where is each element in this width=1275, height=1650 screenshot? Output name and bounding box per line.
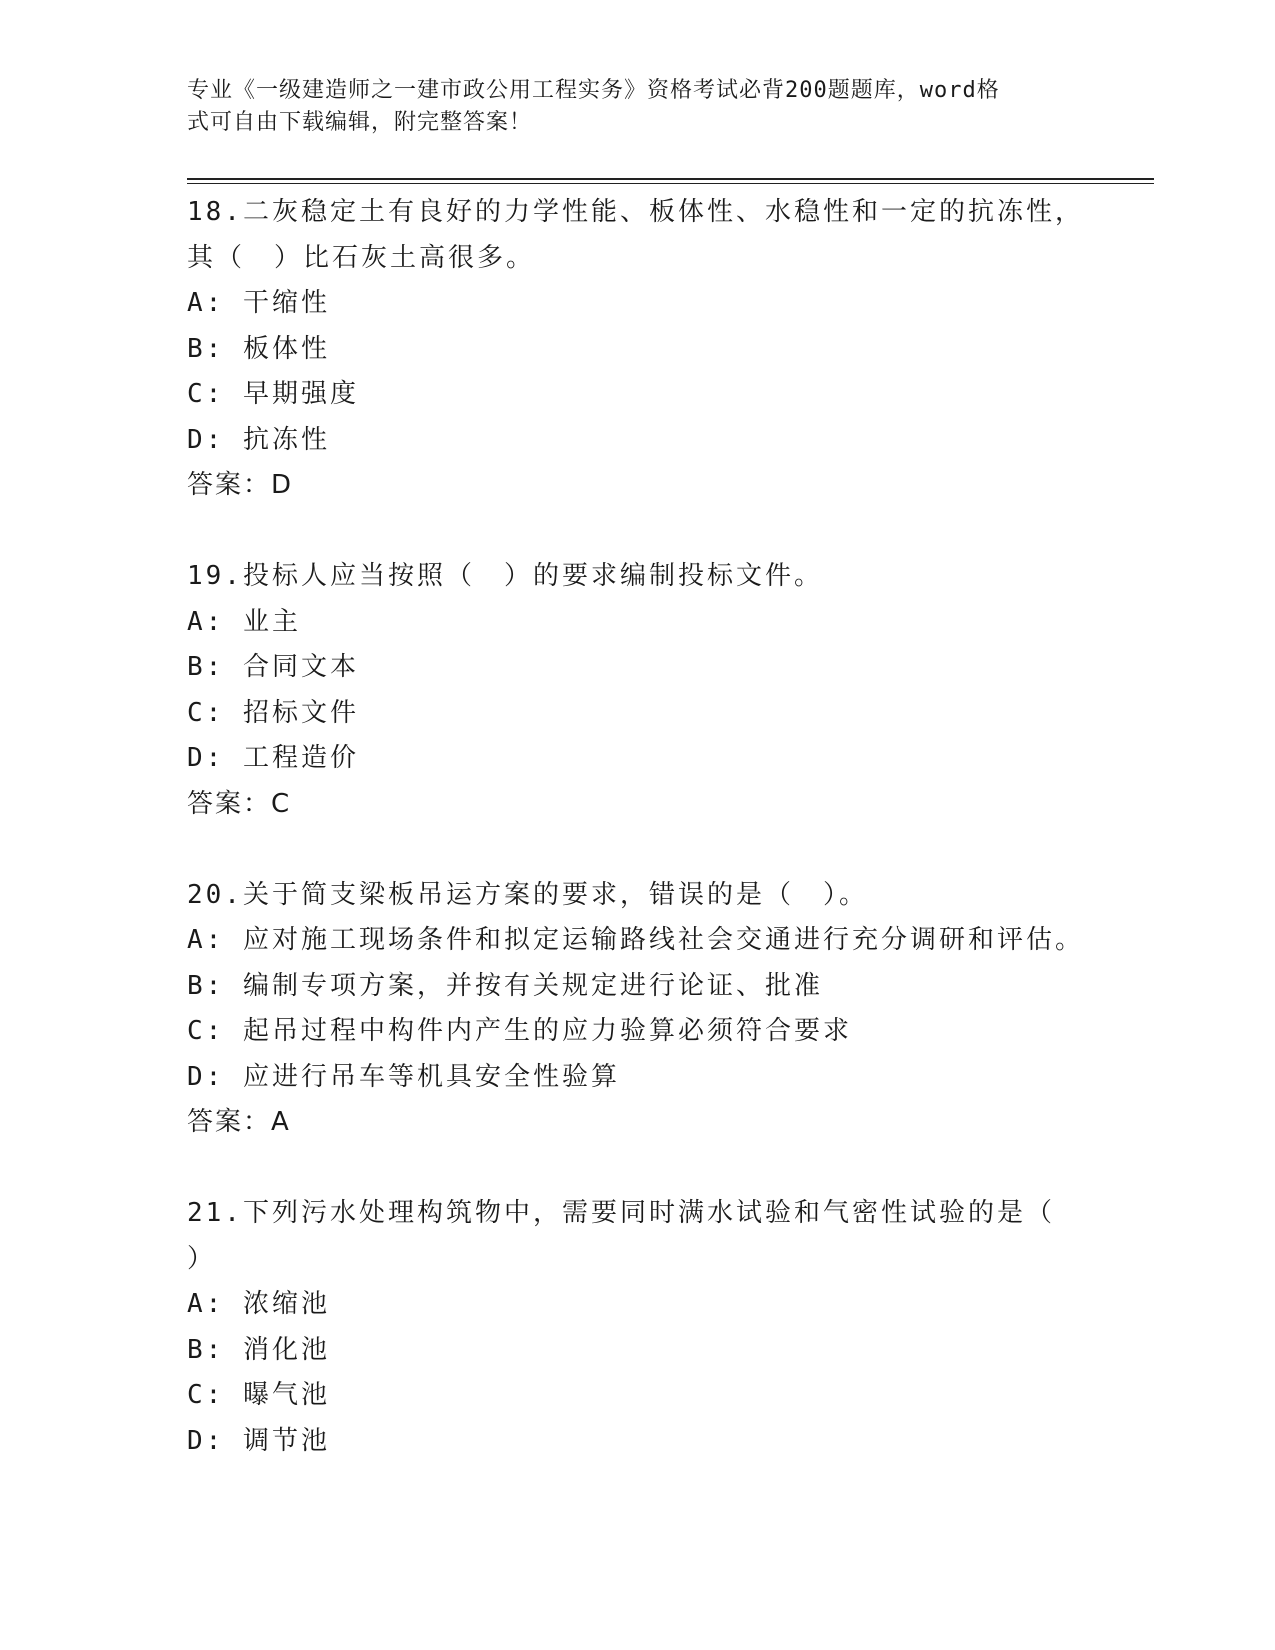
- option-b: B: 消化池: [187, 1334, 330, 1365]
- question-stem: 20.关于简支梁板吊运方案的要求，错误的是（ ）。: [187, 879, 868, 910]
- spacer: [187, 1146, 1187, 1192]
- option-c: C: 早期强度: [187, 379, 359, 409]
- option-b: B: 合同文本: [187, 652, 359, 682]
- document-header: [187, 75, 1087, 139]
- header-line-2: 式可自由下载编辑，附完整答案！: [187, 110, 533, 135]
- question-21: [187, 1191, 1187, 1464]
- question-stem: 21.下列污水处理构筑物中，需要同时满水试验和气密性试验的是（: [187, 1198, 1055, 1228]
- header-divider-thin: [187, 183, 1154, 184]
- option-b: B: 编制专项方案，并按有关规定进行论证、批准: [187, 970, 823, 1001]
- question-stem: 其（ ）比石灰土高很多。: [187, 242, 536, 273]
- option-a: A: 干缩性: [187, 288, 330, 318]
- question-stem: ）: [187, 1243, 217, 1274]
- answer-line: 答案：A: [187, 1107, 291, 1137]
- option-a: A: 浓缩池: [187, 1289, 330, 1319]
- answer-line: 答案：C: [187, 788, 292, 819]
- header-line-1: 专业《一级建造师之一建市政公用工程实务》资格考试必背200题题库，word格: [187, 78, 1000, 103]
- option-d: D: 抗冻性: [187, 424, 330, 455]
- question-18: [187, 190, 1187, 509]
- header-divider-thick: [187, 178, 1154, 180]
- question-stem: 18.二灰稳定土有良好的力学性能、板体性、水稳性和一定的抗冻性，: [187, 197, 1084, 227]
- option-d: D: 工程造价: [187, 743, 359, 773]
- option-d: D: 应进行吊车等机具安全性验算: [187, 1061, 620, 1092]
- option-b: B: 板体性: [187, 333, 330, 364]
- option-a: A: 业主: [187, 606, 301, 637]
- question-20: [187, 873, 1187, 1146]
- question-list: [187, 190, 1187, 1464]
- spacer: [187, 827, 1187, 873]
- option-d: D: 调节池: [187, 1425, 330, 1456]
- question-stem: 19.投标人应当按照（ ）的要求编制投标文件。: [187, 561, 823, 591]
- question-19: [187, 554, 1187, 827]
- option-c: C: 起吊过程中构件内产生的应力验算必须符合要求: [187, 1016, 852, 1046]
- option-c: C: 招标文件: [187, 697, 359, 728]
- option-c: C: 曝气池: [187, 1380, 330, 1410]
- spacer: [187, 509, 1187, 555]
- answer-line: 答案：D: [187, 470, 294, 500]
- option-a: A: 应对施工现场条件和拟定运输路线社会交通进行充分调研和评估。: [187, 925, 1084, 955]
